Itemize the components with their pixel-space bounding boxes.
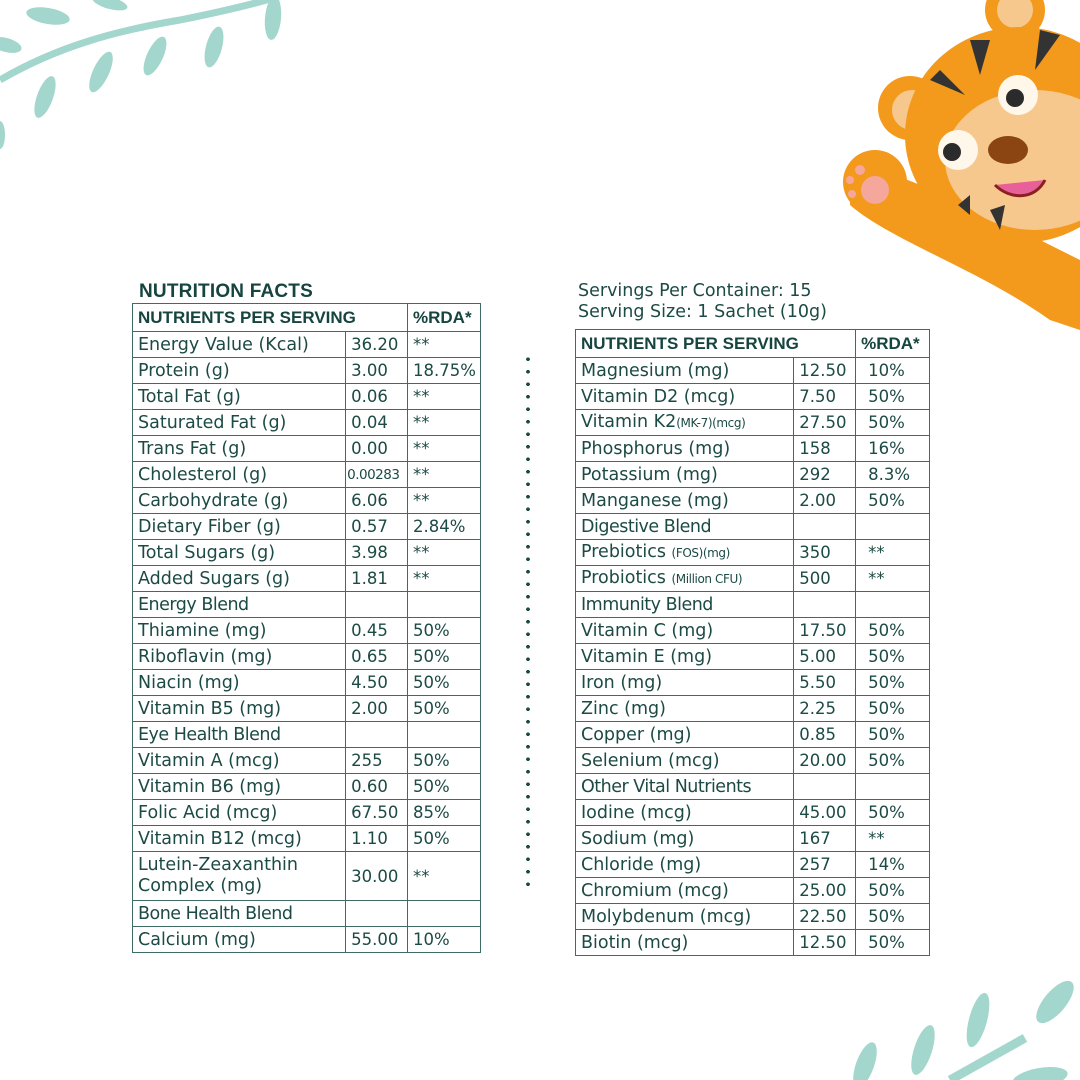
nutrient-name — [133, 384, 346, 410]
table-row — [133, 826, 481, 852]
nutrient-name-text: Cholesterol (g) — [138, 464, 268, 485]
nutrient-name — [576, 358, 794, 384]
table-row — [576, 930, 930, 956]
nutrient-name — [133, 332, 346, 358]
nutrient-rda: 50% — [856, 670, 930, 696]
nutrient-rda: 50% — [408, 774, 481, 800]
table-row — [133, 462, 481, 488]
nutrient-name — [133, 852, 346, 901]
nutrient-name — [133, 826, 346, 852]
nutrient-name-text: Prebiotics — [581, 542, 672, 562]
nutrient-name-text: Eye Health Blend — [138, 724, 281, 745]
nutrient-name-text: Digestive Blend — [581, 516, 712, 537]
nutrient-rda: ** — [408, 566, 481, 592]
table-row — [576, 852, 930, 878]
nutrient-value: 4.50 — [346, 670, 408, 696]
nutrient-value: 20.00 — [794, 748, 856, 774]
table-row — [576, 488, 930, 514]
nutrient-unit-text: (MK-7)(mcg) — [676, 416, 746, 430]
servings-per-container: Servings Per Container: 15 — [578, 281, 812, 301]
nutrients-header: NUTRIENTS PER SERVING — [133, 304, 408, 332]
table-row — [133, 618, 481, 644]
table-row — [576, 904, 930, 930]
nutrient-value: 2.00 — [346, 696, 408, 722]
blend-header-row — [133, 722, 481, 748]
nutrient-value: 36.20 — [346, 332, 408, 358]
nutrient-name-text: Vitamin K2 — [581, 412, 677, 432]
nutrient-name — [576, 592, 794, 618]
nutrient-name-text: Carbohydrate (g) — [138, 490, 289, 511]
nutrient-name-text: Riboflavin (mg) — [138, 646, 273, 667]
table-row — [576, 670, 930, 696]
nutrient-value: 67.50 — [346, 800, 408, 826]
table-row — [576, 878, 930, 904]
nutrient-name-text: Biotin (mcg) — [581, 932, 689, 953]
nutrient-rda: ** — [408, 462, 481, 488]
nutrient-name-text: Vitamin B5 (mg) — [138, 698, 282, 719]
nutrient-value: 0.57 — [346, 514, 408, 540]
nutrient-name-text: Niacin (mg) — [138, 672, 240, 693]
nutrient-rda: ** — [408, 488, 481, 514]
nutrient-name-text: Probiotics — [581, 568, 672, 588]
nutrient-rda: 50% — [856, 488, 930, 514]
nutrient-rda: 50% — [856, 618, 930, 644]
nutrient-rda: 50% — [408, 696, 481, 722]
nutrient-name — [576, 696, 794, 722]
nutrient-value: 2.00 — [794, 488, 856, 514]
nutrient-rda: 50% — [856, 722, 930, 748]
serving-info — [578, 281, 827, 323]
nutrient-value: 0.00 — [346, 436, 408, 462]
nutrient-rda: 10% — [856, 358, 930, 384]
nutrition-table-right — [575, 329, 930, 956]
serving-size: Serving Size: 1 Sachet (10g) — [578, 302, 827, 322]
nutrient-rda: 2.84% — [408, 514, 481, 540]
table-row — [576, 800, 930, 826]
nutrient-name-text: Trans Fat (g) — [138, 438, 247, 459]
nutrient-rda: ** — [408, 852, 481, 901]
nutrient-rda: 50% — [856, 748, 930, 774]
nutrition-facts-title: NUTRITION FACTS — [139, 281, 313, 302]
nutrient-rda: 50% — [856, 384, 930, 410]
nutrient-rda: ** — [408, 410, 481, 436]
blend-header-row — [576, 514, 930, 540]
nutrient-name — [133, 592, 346, 618]
nutrient-value: 257 — [794, 852, 856, 878]
blend-header-row — [133, 901, 481, 927]
table-row — [133, 514, 481, 540]
table-row — [133, 410, 481, 436]
nutrient-name-text: Dietary Fiber (g) — [138, 516, 281, 537]
nutrient-name — [576, 644, 794, 670]
nutrient-unit-text: (FOS)(mg) — [671, 546, 730, 560]
nutrient-value — [794, 592, 856, 618]
table-header-row — [576, 330, 930, 358]
table-row — [576, 826, 930, 852]
rda-header: %RDA* — [856, 330, 930, 358]
table-row — [576, 644, 930, 670]
nutrient-rda: 50% — [856, 878, 930, 904]
table-row — [576, 696, 930, 722]
nutrient-rda: 50% — [408, 748, 481, 774]
nutrient-name-text: Thiamine (mg) — [138, 620, 267, 641]
table-row — [133, 748, 481, 774]
nutrient-name-text: Phosphorus (mg) — [581, 438, 731, 459]
table-row — [576, 410, 930, 436]
nutrient-name-text: Other Vital Nutrients — [581, 776, 752, 797]
nutrient-value: 45.00 — [794, 800, 856, 826]
table-header-row — [133, 304, 481, 332]
nutrient-value: 1.81 — [346, 566, 408, 592]
nutrient-name — [576, 514, 794, 540]
nutrient-rda: 85% — [408, 800, 481, 826]
nutrient-unit-text: (Million CFU) — [671, 572, 743, 586]
table-row — [576, 436, 930, 462]
nutrient-value: 27.50 — [794, 410, 856, 436]
nutrient-rda — [408, 592, 481, 618]
nutrient-name-text: Chromium (mcg) — [581, 880, 729, 901]
nutrient-name-text: Immunity Blend — [581, 594, 713, 615]
nutrient-value: 12.50 — [794, 930, 856, 956]
nutrient-name — [576, 930, 794, 956]
nutrient-name-text: Energy Value (Kcal) — [138, 334, 309, 355]
nutrient-name-text: Vitamin C (mg) — [581, 620, 714, 641]
nutrient-value: 158 — [794, 436, 856, 462]
nutrient-name — [576, 566, 794, 592]
nutrient-value: 7.50 — [794, 384, 856, 410]
nutrient-name-text: Potassium (mg) — [581, 464, 718, 485]
nutrient-rda: 50% — [408, 670, 481, 696]
nutrient-name-text: Sodium (mg) — [581, 828, 695, 849]
nutrient-value: 1.10 — [346, 826, 408, 852]
nutrient-rda: ** — [856, 826, 930, 852]
nutrient-name-text: Bone Health Blend — [138, 903, 293, 924]
nutrient-name-text: Vitamin D2 (mcg) — [581, 386, 736, 407]
table-row — [133, 927, 481, 953]
table-row — [576, 358, 930, 384]
nutrient-name — [576, 462, 794, 488]
nutrient-name — [576, 904, 794, 930]
nutrient-value: 25.00 — [794, 878, 856, 904]
nutrient-value — [346, 901, 408, 927]
leaf-branch-bottom-right-icon — [840, 970, 1080, 1080]
nutrient-name-text: Total Fat (g) — [138, 386, 241, 407]
nutrient-value — [346, 592, 408, 618]
nutrient-name-text: Lutein-Zeaxanthin — [138, 855, 298, 875]
nutrients-header: NUTRIENTS PER SERVING — [576, 330, 856, 358]
nutrient-name — [133, 566, 346, 592]
nutrient-name — [576, 826, 794, 852]
nutrient-value: 255 — [346, 748, 408, 774]
nutrient-rda: 14% — [856, 852, 930, 878]
nutrient-rda: ** — [408, 384, 481, 410]
nutrient-name — [133, 696, 346, 722]
nutrient-rda: 50% — [856, 904, 930, 930]
nutrient-value — [794, 774, 856, 800]
nutrient-rda: 50% — [408, 644, 481, 670]
nutrient-name-text-line2: Complex (mg) — [138, 876, 263, 896]
table-row — [133, 488, 481, 514]
table-row — [133, 358, 481, 384]
nutrient-name — [576, 800, 794, 826]
nutrient-name — [576, 774, 794, 800]
nutrient-value: 0.60 — [346, 774, 408, 800]
nutrient-rda: 50% — [856, 800, 930, 826]
nutrient-name — [133, 488, 346, 514]
nutrient-rda: 50% — [408, 618, 481, 644]
table-row — [576, 462, 930, 488]
nutrient-name — [576, 852, 794, 878]
nutrient-value: 3.98 — [346, 540, 408, 566]
nutrient-value: 17.50 — [794, 618, 856, 644]
nutrient-value: 0.45 — [346, 618, 408, 644]
nutrient-value: 22.50 — [794, 904, 856, 930]
nutrient-rda: 50% — [408, 826, 481, 852]
nutrient-name — [576, 618, 794, 644]
blend-header-row — [576, 774, 930, 800]
nutrient-name — [576, 748, 794, 774]
table-row — [133, 852, 481, 901]
nutrient-rda: ** — [408, 540, 481, 566]
nutrient-value: 55.00 — [346, 927, 408, 953]
nutrient-name-text: Vitamin E (mg) — [581, 646, 713, 667]
nutrient-name — [133, 618, 346, 644]
nutrient-rda — [856, 514, 930, 540]
table-row — [576, 618, 930, 644]
nutrient-name-text: Added Sugars (g) — [138, 568, 290, 589]
nutrient-name — [133, 774, 346, 800]
nutrient-value: 0.00283 — [346, 462, 408, 488]
nutrient-name — [576, 410, 794, 436]
nutrient-value: 2.25 — [794, 696, 856, 722]
nutrient-name — [133, 748, 346, 774]
nutrient-rda: 18.75% — [408, 358, 481, 384]
table-row — [576, 722, 930, 748]
nutrient-name-text: Protein (g) — [138, 360, 230, 381]
nutrient-name — [133, 901, 346, 927]
table-row — [133, 566, 481, 592]
nutrient-rda: 50% — [856, 410, 930, 436]
table-row — [576, 384, 930, 410]
nutrient-name-text: Vitamin B12 (mcg) — [138, 828, 302, 849]
table-row — [133, 384, 481, 410]
nutrient-name-text: Chloride (mg) — [581, 854, 702, 875]
nutrient-rda: ** — [856, 566, 930, 592]
rda-header: %RDA* — [408, 304, 481, 332]
leaf-branch-top-left-icon — [0, 0, 340, 160]
nutrient-name — [576, 488, 794, 514]
nutrient-name-text: Folic Acid (mcg) — [138, 802, 278, 823]
table-row — [133, 800, 481, 826]
nutrient-rda — [856, 774, 930, 800]
table-row — [576, 566, 930, 592]
nutrient-name-text: Copper (mg) — [581, 724, 692, 745]
nutrient-value: 5.00 — [794, 644, 856, 670]
nutrient-name-text: Selenium (mcg) — [581, 750, 720, 771]
nutrient-name — [133, 644, 346, 670]
nutrient-value: 350 — [794, 540, 856, 566]
nutrient-name-text: Manganese (mg) — [581, 490, 729, 511]
nutrient-rda: 16% — [856, 436, 930, 462]
nutrient-rda — [408, 722, 481, 748]
nutrient-name — [133, 358, 346, 384]
table-row — [133, 774, 481, 800]
table-row — [133, 644, 481, 670]
nutrient-name — [133, 800, 346, 826]
nutrient-value: 167 — [794, 826, 856, 852]
table-row — [133, 696, 481, 722]
nutrient-rda: 50% — [856, 930, 930, 956]
nutrient-name-text: Magnesium (mg) — [581, 360, 730, 381]
nutrient-rda: 10% — [408, 927, 481, 953]
nutrient-rda: ** — [856, 540, 930, 566]
nutrient-name — [576, 384, 794, 410]
nutrient-value: 0.65 — [346, 644, 408, 670]
nutrient-rda: 8.3% — [856, 462, 930, 488]
table-row — [576, 748, 930, 774]
table-row — [133, 540, 481, 566]
nutrient-name-text: Zinc (mg) — [581, 698, 666, 719]
nutrient-rda: 50% — [856, 644, 930, 670]
table-row — [133, 332, 481, 358]
nutrient-name — [576, 878, 794, 904]
nutrient-name — [576, 540, 794, 566]
nutrient-value: 0.06 — [346, 384, 408, 410]
nutrient-value: 5.50 — [794, 670, 856, 696]
nutrient-name — [576, 722, 794, 748]
nutrient-name-text: Molybdenum (mcg) — [581, 906, 752, 927]
nutrient-value: 12.50 — [794, 358, 856, 384]
nutrient-value: 500 — [794, 566, 856, 592]
nutrient-rda — [856, 592, 930, 618]
nutrient-name — [133, 514, 346, 540]
nutrient-name-text: Iron (mg) — [581, 672, 663, 693]
nutrient-name-text: Saturated Fat (g) — [138, 412, 287, 433]
nutrient-name-text: Energy Blend — [138, 594, 249, 615]
nutrient-name — [576, 436, 794, 462]
blend-header-row — [576, 592, 930, 618]
nutrient-name-text: Vitamin B6 (mg) — [138, 776, 282, 797]
nutrient-value — [794, 514, 856, 540]
nutrient-name — [133, 670, 346, 696]
nutrient-name — [576, 670, 794, 696]
nutrient-name — [133, 927, 346, 953]
nutrient-value: 0.04 — [346, 410, 408, 436]
nutrient-value: 30.00 — [346, 852, 408, 901]
nutrient-name-text: Iodine (mcg) — [581, 802, 692, 823]
nutrient-name-text: Vitamin A (mcg) — [138, 750, 280, 771]
table-row — [133, 436, 481, 462]
nutrient-name — [133, 436, 346, 462]
nutrition-table-left — [132, 303, 481, 953]
nutrient-value — [346, 722, 408, 748]
nutrient-name — [133, 540, 346, 566]
nutrient-name-text: Calcium (mg) — [138, 929, 256, 950]
blend-header-row — [133, 592, 481, 618]
table-row — [133, 670, 481, 696]
table-row — [576, 540, 930, 566]
dotted-divider — [526, 353, 530, 888]
nutrient-name — [133, 410, 346, 436]
nutrient-value: 292 — [794, 462, 856, 488]
nutrient-value: 6.06 — [346, 488, 408, 514]
nutrient-name — [133, 462, 346, 488]
nutrient-rda: 50% — [856, 696, 930, 722]
nutrient-rda: ** — [408, 436, 481, 462]
nutrient-rda — [408, 901, 481, 927]
nutrient-name — [133, 722, 346, 748]
tiger-mascot-illustration — [830, 0, 1080, 330]
nutrient-value: 3.00 — [346, 358, 408, 384]
nutrient-rda: ** — [408, 332, 481, 358]
nutrient-name-text: Total Sugars (g) — [138, 542, 276, 563]
nutrient-value: 0.85 — [794, 722, 856, 748]
